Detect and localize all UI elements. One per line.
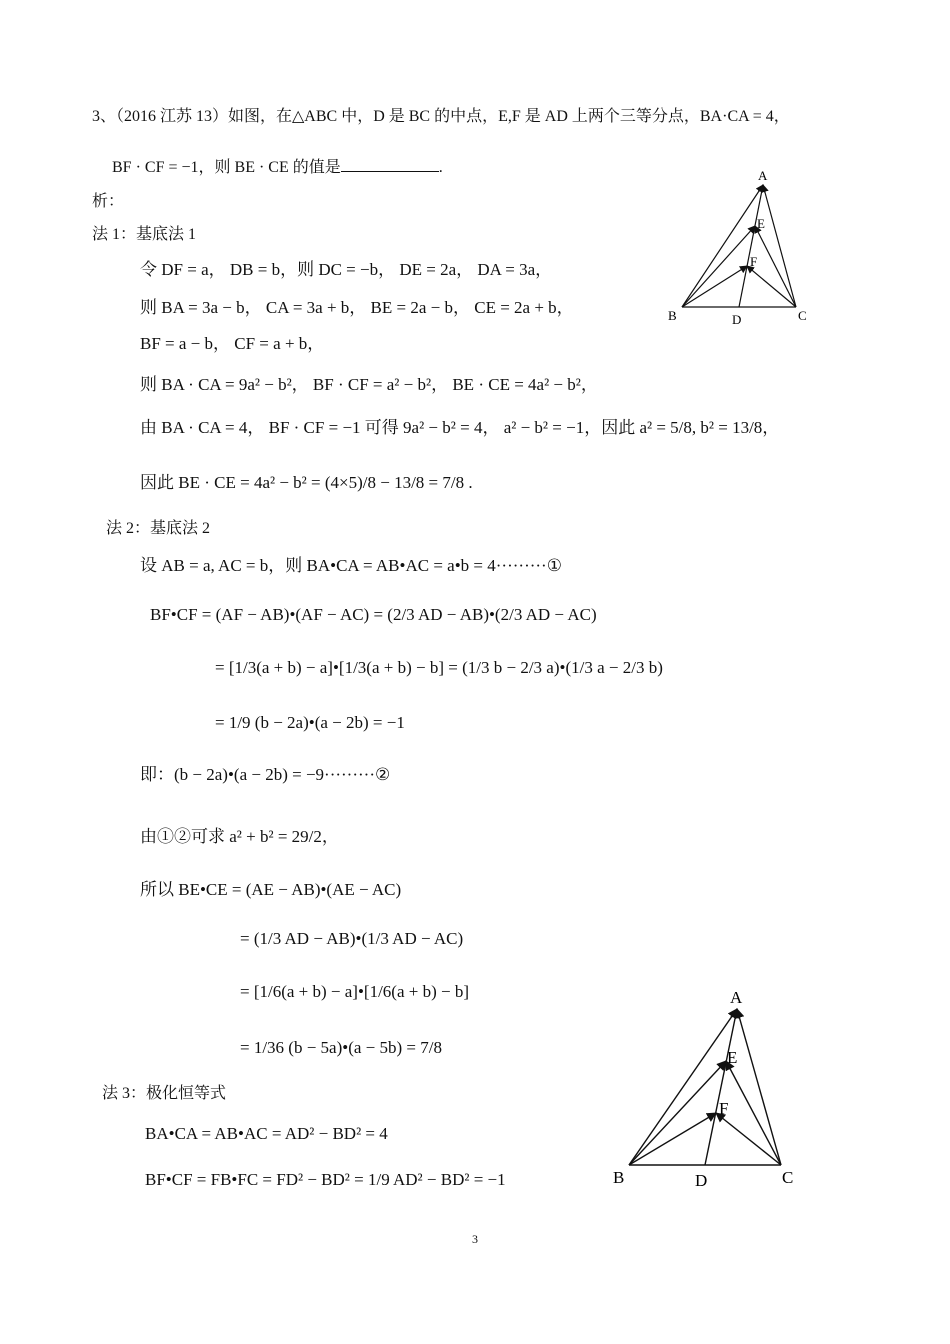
label-E: E — [727, 1048, 738, 1067]
method2-line: = [1/6(a + b) − a]•[1/6(a + b) − b] — [240, 982, 470, 1001]
method2-line: 由①②可求 a² + b² = 29/2， — [140, 827, 339, 846]
problem-line-2-end: . — [438, 159, 443, 176]
method2-line: BF•CF = (AF − AB)•(AF − AC) = (2/3 AD − AB)•(2/3 AD − AC) — [150, 605, 597, 624]
label-F: F — [719, 1099, 729, 1118]
page-number: 3 — [472, 1232, 478, 1246]
method1-line: 因此 BE · CE = 4a² − b² = (4×5)/8 − 13/8 = 7/8 . — [140, 473, 473, 492]
label-D: D — [695, 1171, 708, 1190]
method2-line: 即：(b − 2a)•(a − 2b) = −9·········② — [140, 765, 391, 784]
analysis-label: 析： — [92, 193, 125, 210]
method2-line: 所以 BE•CE = (AE − AB)•(AE − AC) — [140, 880, 402, 899]
method2-line: = 1/9 (b − 2a)•(a − 2b) = −1 — [215, 713, 405, 732]
method3-line: BA•CA = AB•AC = AD² − BD² = 4 — [145, 1124, 388, 1143]
method2-line: = 1/36 (b − 5a)•(a − 5b) = 7/8 — [240, 1038, 442, 1057]
problem-line-2-text: BF · CF = −1，则 BE · CE 的值是 — [112, 159, 341, 176]
method2-title: 法 2：基底法 2 — [106, 520, 211, 537]
method1-line: 令 DF = a， DB = b，则 DC = −b， DE = 2a， DA = 3a， — [140, 260, 553, 279]
label-C: C — [798, 308, 807, 323]
method1-line: 则 BA · CA = 9a² − b²， BF · CF = a² − b²， BE · CE = 4a² − b²， — [140, 375, 598, 394]
method2-line: = [1/3(a + b) − a]•[1/3(a + b) − b] = (1/3 b − 2/3 a)•(1/3 a − 2/3 b) — [215, 658, 663, 677]
label-A: A — [730, 988, 743, 1007]
problem-line-1: 3、（2016 江苏 13）如图，在△ABC 中，D 是 BC 的中点，E,F 是 AD 上两个三等分点，BA·CA = 4， — [92, 108, 790, 125]
method1-line: 则 BA = 3a − b， CA = 3a + b， BE = 2a − b， CE = 2a + b， — [140, 298, 574, 317]
label-A: A — [758, 168, 768, 183]
method3-line: BF•CF = FB•FC = FD² − BD² = 1/9 AD² − BD² = −1 — [145, 1170, 506, 1189]
label-D: D — [732, 312, 742, 327]
label-F: F — [750, 254, 758, 269]
method1-line: BF = a − b， CF = a + b， — [140, 334, 325, 353]
answer-blank — [341, 157, 439, 172]
label-E: E — [757, 216, 765, 231]
method1-title: 法 1：基底法 1 — [92, 226, 197, 243]
method2-line: 设 AB = a, AC = b，则 BA•CA = AB•AC = a•b = 4·········① — [140, 556, 562, 575]
method3-title: 法 3：极化恒等式 — [102, 1085, 227, 1102]
triangle-figure-bottom — [605, 985, 805, 1190]
label-B: B — [668, 308, 677, 323]
problem-line-2 — [112, 157, 443, 178]
label-C: C — [782, 1168, 794, 1187]
label-B: B — [613, 1168, 625, 1187]
method2-line: = (1/3 AD − AB)•(1/3 AD − AC) — [240, 929, 464, 948]
triangle-figure-top — [660, 165, 820, 330]
method1-line: 由 BA · CA = 4， BF · CF = −1 可得 9a² − b² = 4， a² − b² = −1，因此 a² = 5/8, b² = 13/8， — [140, 418, 780, 437]
